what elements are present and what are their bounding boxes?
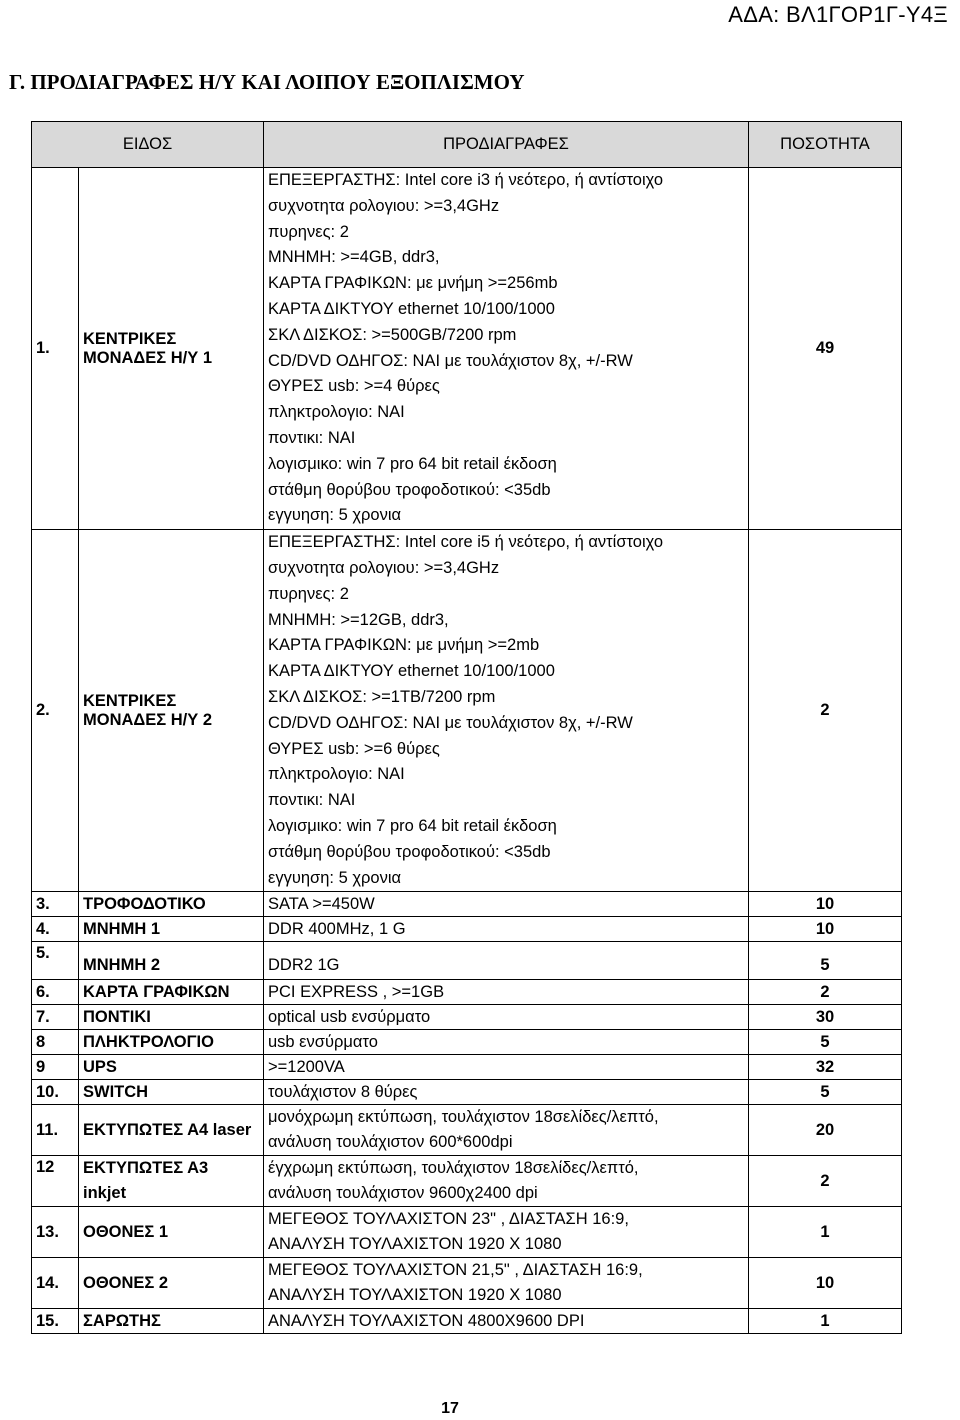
item-name: ΚΑΡΤΑ ΓΡΑΦΙΚΩΝ [79,980,264,1005]
item-specs [264,168,749,530]
item-specs [264,530,749,892]
item-qty: 5 [749,1030,902,1055]
item-name [79,1156,264,1207]
spec-line: ΣΚΛ ΔΙΣΚΟΣ: >=500GB/7200 rpm [268,325,517,344]
table-row [32,1207,902,1258]
spec-line: ποντικι: ΝΑΙ [268,428,356,447]
item-spec: usb ενσύρματο [264,1030,749,1055]
item-name: ΟΘΟΝΕΣ 2 [79,1258,264,1309]
spec-line: ΘΥΡΕΣ usb: >=4 θύρες [268,377,440,396]
item-qty: 1 [749,1309,902,1334]
item-number: 11. [32,1105,79,1156]
spec-line: πυρηνες: 2 [268,584,349,603]
item-qty: 32 [749,1055,902,1080]
item-name [79,530,264,892]
item-number: 5. [32,942,79,980]
spec-line: ΚΑΡΤΑ ΓΡΑΦΙΚΩΝ: με μνήμη >=2mb [268,636,540,655]
spec-line: ΚΑΡΤΑ ΔΙΚΤΥΟΥ ethernet 10/100/1000 [268,662,555,681]
item-number: 15. [32,1309,79,1334]
item-spec [264,1207,749,1258]
table-row [32,530,902,892]
item-qty: 5 [749,1080,902,1105]
spec-line: πληκτρολογιο: ΝΑΙ [268,403,405,422]
item-number: 6. [32,980,79,1005]
item-spec-line: ανάλυση τουλάχιστον 9600χ2400 dpi [268,1184,538,1203]
spec-line: πυρηνες: 2 [268,222,349,241]
item-qty: 1 [749,1207,902,1258]
item-number: 1. [32,168,79,530]
spec-line: ΚΑΡΤΑ ΔΙΚΤΥΟΥ ethernet 10/100/1000 [268,299,555,318]
item-name-line: inkjet [83,1184,127,1203]
item-number: 13. [32,1207,79,1258]
item-spec-line: ΜΕΓΕΘΟΣ ΤΟΥΛΑΧΙΣΤΟΝ 21,5" , ΔΙΑΣΤΑΣΗ 16:9, [268,1261,643,1280]
spec-line: εγγυηση: 5 χρονια [268,868,402,887]
spec-line: ΕΠΕΞΕΡΓΑΣΤΗΣ: Intel core i3 ή νεότερο, ή αντίστοιχο [268,171,664,189]
spec-line: ΜΝΗΜΗ: >=12GB, ddr3, [268,610,449,629]
item-spec-line: ΑΝΑΛΥΣΗ ΤΟΥΛΑΧΙΣΤΟΝ 1920 Χ 1080 [268,1235,562,1254]
item-name: ΤΡΟΦΟΔΟΤΙΚΟ [79,892,264,917]
item-name-line: ΜΟΝΑΔΕΣ Η/Υ 2 [83,710,213,729]
spec-line: ΚΑΡΤΑ ΓΡΑΦΙΚΩΝ: με μνήμη >=256mb [268,274,558,293]
item-number: 2. [32,530,79,892]
item-qty: 10 [749,917,902,942]
item-name: SWITCH [79,1080,264,1105]
item-name [79,168,264,530]
spec-line: CD/DVD ΟΔΗΓΟΣ: ΝΑΙ με τουλάχιστον 8χ, +/-RW [268,713,633,732]
section-title: Γ. ΠΡΟΔΙΑΓΡΑΦΕΣ Η/Υ ΚΑΙ ΛΟΙΠΟΥ ΕΞΟΠΛΙΣΜΟΥ [9,70,525,94]
table-row [32,980,902,1005]
spec-line: πληκτρολογιο: ΝΑΙ [268,765,405,784]
spec-line: ΣΚΛ ΔΙΣΚΟΣ: >=1TB/7200 rpm [268,687,496,706]
spec-line: ΘΥΡΕΣ usb: >=6 θύρες [268,739,440,758]
item-name-line: ΕΚΤΥΠΩΤΕΣ Α3 [83,1159,209,1178]
spec-line: στάθμη θορύβου τροφοδοτικού: <35db [268,842,551,861]
table-row [32,892,902,917]
item-spec: PCI EXPRESS , >=1GB [264,980,749,1005]
item-qty: 20 [749,1105,902,1156]
spec-line: CD/DVD ΟΔΗΓΟΣ: ΝΑΙ με τουλάχιστον 8χ, +/-RW [268,351,633,370]
ada-code: ΑΔΑ: ΒΛ1ΓΟΡ1Γ-Υ4Ξ [728,2,948,27]
item-number: 4. [32,917,79,942]
item-spec-line: ανάλυση τουλάχιστον 600*600dpi [268,1133,513,1152]
item-name: UPS [79,1055,264,1080]
item-qty: 10 [749,892,902,917]
item-spec [264,1105,749,1156]
item-qty: 5 [749,942,902,980]
item-qty: 10 [749,1258,902,1309]
header-qty: ΠΟΣΟΤΗΤΑ [749,122,902,168]
item-name-line: ΜΟΝΑΔΕΣ Η/Υ 1 [83,348,213,367]
item-spec: DDR 400MHz, 1 G [264,917,749,942]
table-header-row [32,122,902,168]
item-number: 9 [32,1055,79,1080]
spec-line: ΕΠΕΞΕΡΓΑΣΤΗΣ: Intel core i5 ή νεότερο, ή αντίστοιχο [268,533,664,552]
item-spec: SATA >=450W [264,892,749,917]
item-spec [264,1156,749,1207]
item-number: 10. [32,1080,79,1105]
item-spec: τουλάχιστον 8 θύρες [264,1080,749,1105]
table-row [32,1258,902,1309]
table-row [32,1156,902,1207]
item-name: ΜΝΗΜΗ 1 [79,917,264,942]
item-spec: ΑΝΑΛΥΣΗ ΤΟΥΛΑΧΙΣΤΟΝ 4800Χ9600 DPI [264,1309,749,1334]
table-row [32,1030,902,1055]
spec-line: εγγυηση: 5 χρονια [268,506,402,525]
item-spec: >=1200VA [264,1055,749,1080]
header-specs: ΠΡΟΔΙΑΓΡΑΦΕΣ [264,122,749,168]
table-row [32,1005,902,1030]
item-name: ΠΛΗΚΤΡΟΛΟΓΙΟ [79,1030,264,1055]
table-row [32,1309,902,1334]
item-spec-line: μονόχρωμη εκτύπωση, τουλάχιστον 18σελίδες/λεπτό, [268,1108,659,1127]
item-name: ΣΑΡΩΤΗΣ [79,1309,264,1334]
item-qty: 49 [749,168,902,530]
item-name: ΠΟΝΤΙΚΙ [79,1005,264,1030]
item-spec-line: ΜΕΓΕΘΟΣ ΤΟΥΛΑΧΙΣΤΟΝ 23" , ΔΙΑΣΤΑΣΗ 16:9, [268,1210,629,1229]
item-number: 3. [32,892,79,917]
item-qty: 30 [749,1005,902,1030]
item-qty: 2 [749,980,902,1005]
item-spec-line: ΑΝΑΛΥΣΗ ΤΟΥΛΑΧΙΣΤΟΝ 1920 Χ 1080 [268,1286,562,1305]
item-number: 7. [32,1005,79,1030]
header-item: ΕΙΔΟΣ [32,122,264,168]
item-name: ΜΝΗΜΗ 2 [79,942,264,980]
table-row [32,168,902,530]
item-spec [264,1258,749,1309]
item-name-line: ΚΕΝΤΡΙΚΕΣ [83,329,177,348]
item-spec-line: έγχρωμη εκτύπωση, τουλάχιστον 18σελίδες/λεπτό, [268,1159,639,1178]
item-number: 12 [32,1156,79,1207]
table-row [32,917,902,942]
item-name: ΕΚΤΥΠΩΤΕΣ Α4 laser [79,1105,264,1156]
item-qty: 2 [749,530,902,892]
table-row [32,1055,902,1080]
page-number: 17 [441,1400,459,1417]
table-row [32,1080,902,1105]
item-number: 8 [32,1030,79,1055]
item-qty: 2 [749,1156,902,1207]
spec-line: λογισμικο: win 7 pro 64 bit retail έκδοση [268,816,557,835]
table-row [32,942,902,980]
item-spec: DDR2 1G [264,942,749,980]
specifications-table [31,121,902,1334]
spec-line: συχνοτητα ρολογιου: >=3,4GHz [268,558,500,577]
item-name-line: ΚΕΝΤΡΙΚΕΣ [83,691,177,710]
spec-line: ποντικι: ΝΑΙ [268,791,356,810]
item-spec: optical usb ενσύρματο [264,1005,749,1030]
spec-line: λογισμικο: win 7 pro 64 bit retail έκδοση [268,454,557,473]
item-number: 14. [32,1258,79,1309]
spec-line: συχνοτητα ρολογιου: >=3,4GHz [268,196,500,215]
spec-line: στάθμη θορύβου τροφοδοτικού: <35db [268,480,551,499]
item-name: ΟΘΟΝΕΣ 1 [79,1207,264,1258]
table-row [32,1105,902,1156]
spec-line: ΜΝΗΜΗ: >=4GB, ddr3, [268,248,440,267]
